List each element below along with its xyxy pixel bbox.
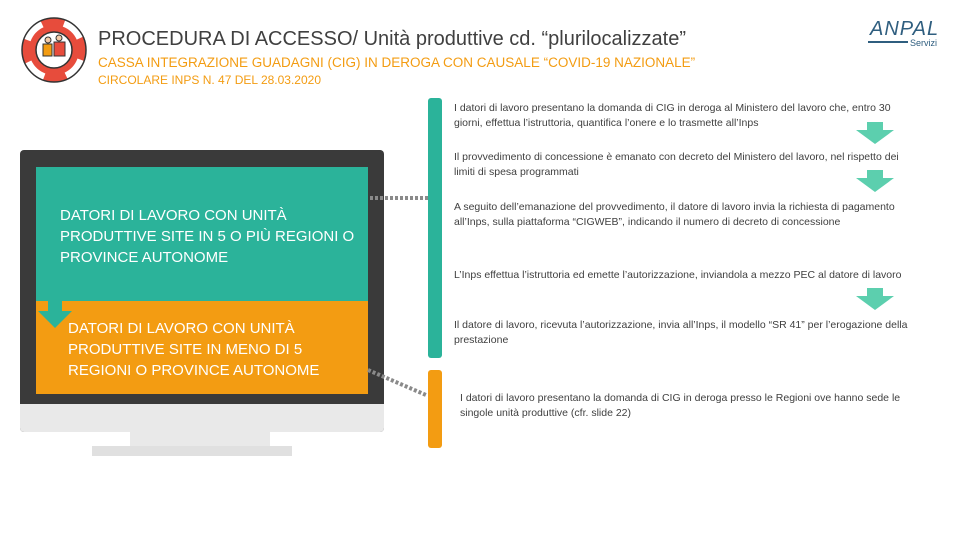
green-category-text: DATORI DI LAVORO CON UNITÀ PRODUTTIVE SITE IN 5 O PIÙ REGIONI O PROVINCE AUTONOME bbox=[60, 207, 355, 266]
page-subtitle: CASSA INTEGRAZIONE GUADAGNI (CIG) IN DEROGA CON CAUSALE “COVID-19 NAZIONALE” bbox=[98, 55, 696, 70]
circular-reference: CIRCOLARE INPS N. 47 DEL 28.03.2020 bbox=[98, 73, 321, 87]
procedure-step: A seguito dell’emanazione del provvedimento, il datore di lavoro invia la richiesta di pagamento all’Inps, sulla piattaforma “CIGWEB”, indicando il numero di decreto di concessione bbox=[454, 201, 895, 228]
monitor-base bbox=[92, 446, 292, 456]
step-arrow-down-icon bbox=[856, 288, 894, 310]
anpal-logo bbox=[868, 18, 944, 50]
page-title: PROCEDURA DI ACCESSO/ Unità produttive cd. “plurilocalizzate” bbox=[98, 28, 686, 50]
orange-procedure-step: I datori di lavoro presentano la domanda di CIG in deroga presso le Regioni ove hanno sede le singole unità produttive (cfr. slide 22) bbox=[460, 392, 901, 419]
lifebuoy-logo-icon bbox=[18, 14, 90, 86]
orange-category-text: DATORI DI LAVORO CON UNITÀ PRODUTTIVE SITE IN MENO DI 5 REGIONI O PROVINCE AUTONOME bbox=[68, 320, 320, 379]
arrow-down-icon bbox=[38, 298, 72, 330]
brand-sub: Servizi bbox=[910, 38, 938, 48]
step-arrow-down-icon bbox=[856, 170, 894, 192]
step-arrow-down-icon bbox=[856, 122, 894, 144]
brand-name: ANPAL bbox=[870, 18, 940, 40]
monitor-stand bbox=[130, 432, 270, 446]
procedure-step: Il datore di lavoro, ricevuta l’autorizzazione, invia all’Inps, il modello “SR 41” per l’erogazione della prestazione bbox=[454, 319, 908, 346]
green-procedure-bar bbox=[428, 98, 442, 358]
procedure-step: I datori di lavoro presentano la domanda di CIG in deroga al Ministero del lavoro che, entro 30 giorni, effettua l’istruttoria, quantifica l’onere e lo trasmette all’Inps bbox=[454, 102, 891, 129]
brand-underline bbox=[868, 41, 908, 43]
monitor-bezel bbox=[20, 404, 384, 432]
procedure-step: L’Inps effettua l’istruttoria ed emette l’autorizzazione, inviandola a mezzo PEC al datore di lavoro bbox=[454, 269, 902, 281]
procedure-step: Il provvedimento di concessione è emanato con decreto del Ministero del lavoro, nel rispetto dei limiti di spesa programmati bbox=[454, 151, 899, 178]
orange-procedure-bar bbox=[428, 370, 442, 448]
